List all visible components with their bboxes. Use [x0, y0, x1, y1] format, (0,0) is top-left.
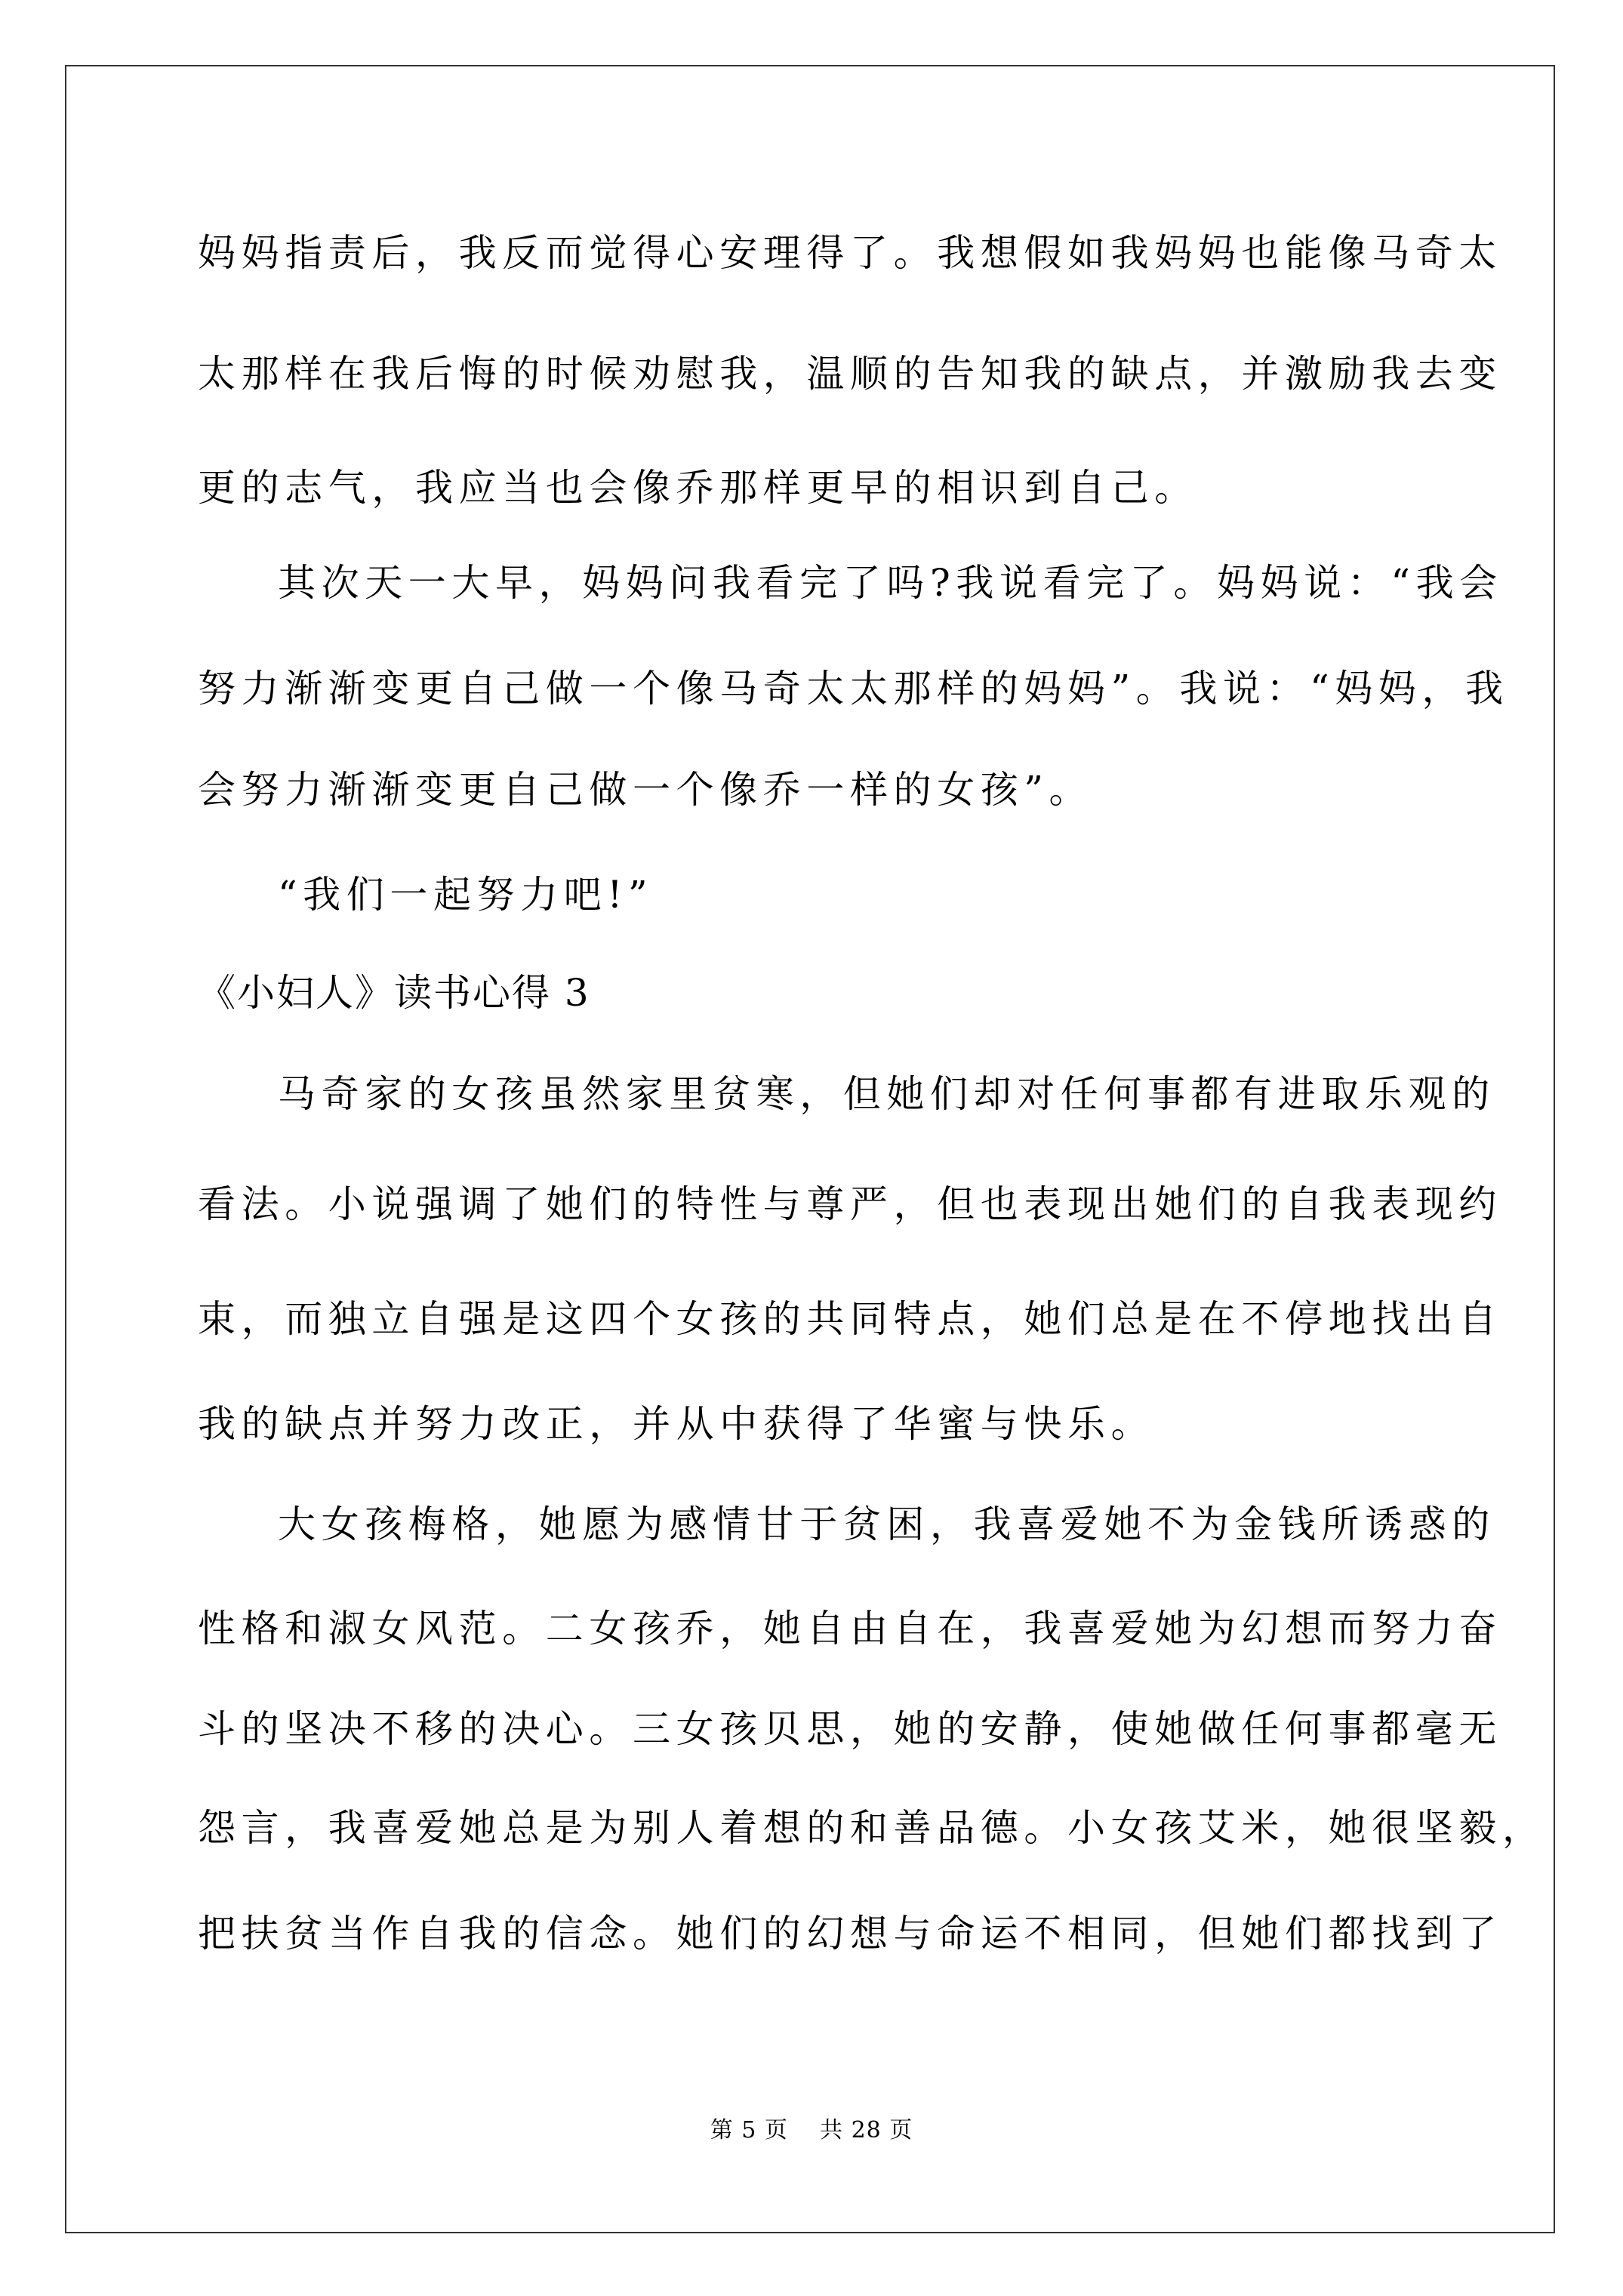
- body-line-14: 性格和淑女风范。二女孩乔，她自由自在，我喜爱她为幻想而努力奋: [198, 1607, 1502, 1650]
- body-line-10: 看法。小说强调了她们的特性与尊严，但也表现出她们的自我表现约: [198, 1182, 1502, 1226]
- page-number: 第 5 页: [710, 2117, 788, 2143]
- body-line-15: 斗的坚决不移的决心。三女孩贝思，她的安静，使她做任何事都毫无: [198, 1707, 1502, 1751]
- body-line-6: 会努力渐渐变更自己做一个像乔一样的女孩”。: [198, 768, 1093, 812]
- body-line-16: 怨言，我喜爱她总是为别人着想的和善品德。小女孩艾米，她很坚毅，: [198, 1806, 1546, 1850]
- body-line-5: 努力渐渐变更自己做一个像马奇太太那样的妈妈”。我说：“妈妈，我: [198, 667, 1509, 710]
- body-line-9: 马奇家的女孩虽然家里贫寒，但她们却对任何事都有进取乐观的: [278, 1072, 1495, 1116]
- body-line-3: 更的志气，我应当也会像乔那样更早的相识到自己。: [198, 466, 1198, 510]
- page-total: 共 28 页: [820, 2117, 913, 2143]
- page-footer: [0, 2116, 1623, 2146]
- section-heading: 《小妇人》读书心得 3: [198, 971, 590, 1015]
- body-line-12: 我的缺点并努力改正，并从中获得了华蜜与快乐。: [198, 1402, 1155, 1446]
- body-line-13: 大女孩梅格，她愿为感情甘于贫困，我喜爱她不为金钱所诱惑的: [278, 1502, 1495, 1546]
- body-line-4: 其次天一大早，妈妈问我看完了吗?我说看完了。妈妈说：“我会: [278, 561, 1503, 605]
- body-line-1: 妈妈指责后，我反而觉得心安理得了。我想假如我妈妈也能像马奇太: [198, 231, 1502, 275]
- body-line-11: 束，而独立自强是这四个女孩的共同特点，她们总是在不停地找出自: [198, 1297, 1502, 1341]
- body-line-2: 太那样在我后悔的时候劝慰我，温顺的告知我的缺点，并激励我去变: [198, 352, 1502, 396]
- body-line-17: 把扶贫当作自我的信念。她们的幻想与命运不相同，但她们都找到了: [198, 1912, 1502, 1955]
- body-line-7: “我们一起努力吧!”: [278, 873, 654, 917]
